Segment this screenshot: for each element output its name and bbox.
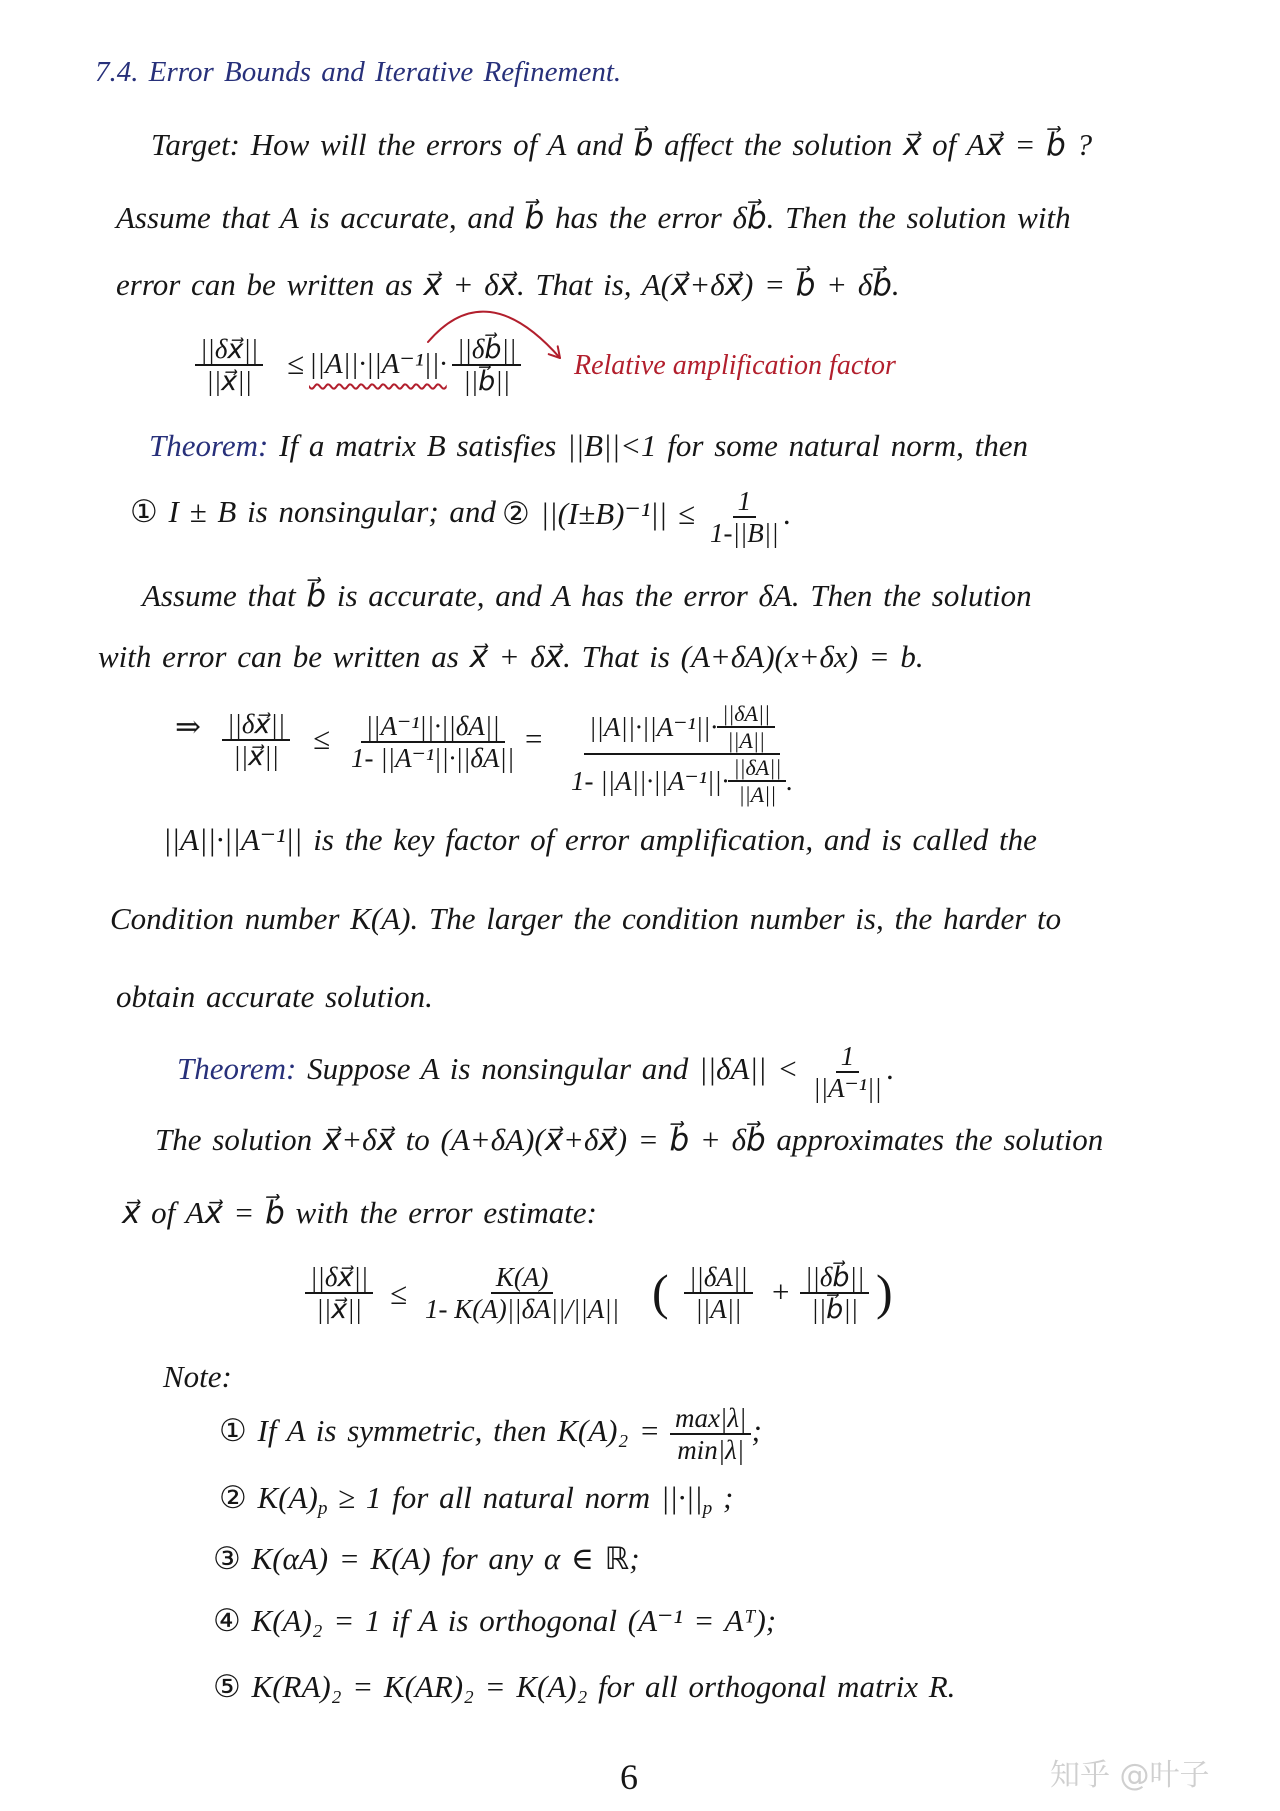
equals-sign: =	[523, 721, 544, 756]
lhs-numerator: ||δx⃗||	[195, 334, 263, 366]
note-item-4: ④ K(A)₂ = 1 if A is orthogonal (A⁻¹ = Aᵀ);	[213, 1603, 777, 1638]
rhs-denominator	[566, 755, 798, 807]
rhs-denominator-prefix: 1- ||A||·||A⁻¹||·	[571, 766, 729, 796]
section-title: 7.4. Error Bounds and Iterative Refinement.	[95, 56, 622, 88]
lhs-fraction	[305, 1262, 373, 1324]
rhs-fraction	[566, 701, 798, 807]
ratio-denominator: ||A||	[727, 728, 765, 753]
claim-2-bound-fraction	[705, 486, 784, 548]
rhs-denominator-ratio	[728, 755, 786, 807]
ratio-numerator: ||δA||	[717, 701, 775, 728]
lhs-fraction	[222, 709, 290, 771]
theorem-2-line-2: The solution x⃗+δx⃗ to (A+δA)(x⃗+δx⃗) = b⃗ + δb⃗ approximates the solution	[155, 1122, 1104, 1157]
formula-end: .	[786, 766, 794, 796]
note-item-2-end: ;	[712, 1480, 734, 1515]
theorem-1-claim-2	[502, 486, 791, 548]
implies-arrow: ⇒	[175, 709, 201, 744]
theorem-2-statement: Suppose A is nonsingular and ||δA|| <	[307, 1051, 799, 1087]
rhs-denominator: ||b⃗||	[463, 366, 511, 396]
theorem-1-statement: If a matrix B satisfies ||B||<1 for some natural norm, then	[279, 428, 1029, 463]
bound-denominator: ||A⁻¹||	[813, 1073, 882, 1103]
term-2-fraction	[800, 1262, 869, 1324]
subscript-p: p	[317, 1498, 328, 1520]
ratio-denominator: ||A||	[738, 782, 777, 807]
lhs-denominator: ||x⃗||	[316, 1294, 362, 1324]
condition-line-2: Condition number K(A). The larger the condition number is, the harder to	[110, 901, 1062, 936]
bound-numerator: 1	[836, 1041, 860, 1073]
theorem-1-claim-1: ① I ± B is nonsingular; and	[130, 494, 496, 529]
middle-numerator: ||A⁻¹||·||δA||	[361, 711, 505, 743]
rhs-numerator: ||δb⃗||	[452, 334, 521, 366]
condition-line-3: obtain accurate solution.	[116, 979, 433, 1014]
note-item-1-fraction	[670, 1403, 752, 1465]
watermark-handle: @叶子	[1119, 1758, 1210, 1793]
perturb-a-line-1: Assume that b⃗ is accurate, and A has the error δA. Then the solution	[142, 578, 1032, 613]
note-item-1	[219, 1403, 762, 1465]
less-equal-sign: ≤	[390, 1276, 408, 1311]
note-heading: Note:	[163, 1359, 232, 1394]
term-2-denominator: ||b⃗||	[811, 1294, 859, 1324]
theorem-2-end: .	[886, 1051, 895, 1087]
perturb-a-line-2: with error can be written as x⃗ + δx⃗. That is (A+δA)(x+δx) = b.	[98, 639, 924, 674]
open-parenthesis: (	[652, 1264, 669, 1320]
fraction-numerator: max|λ|	[670, 1403, 752, 1435]
coefficient-numerator: K(A)	[491, 1262, 553, 1294]
note-item-1-end: ;	[751, 1413, 762, 1449]
theorem-2-label: Theorem:	[177, 1051, 297, 1087]
theorem-2-bound-fraction	[808, 1041, 887, 1103]
middle-fraction	[346, 711, 519, 773]
watermark	[1050, 1756, 1210, 1796]
claim-2-text: ② ||(I±B)⁻¹|| ≤	[502, 496, 695, 532]
coefficient-denominator: 1- K(A)||δA||/||A||	[425, 1294, 620, 1324]
theorem-1	[149, 426, 1028, 466]
term-1-fraction	[684, 1262, 753, 1324]
theorem-2-line-3: x⃗ of Ax⃗ = b⃗ with the error estimate:	[122, 1195, 597, 1230]
lhs-fraction	[195, 334, 263, 396]
annotation-arrow-icon	[420, 300, 590, 380]
coefficient-fraction	[420, 1262, 624, 1324]
target-question: Target: How will the errors of A and b⃗ affect the solution x⃗ of Ax⃗ = b⃗ ?	[151, 127, 1093, 162]
intro-line-2: error can be written as x⃗ + δx⃗. That is, A(x⃗+δx⃗) = b⃗ + δb⃗.	[116, 267, 900, 302]
less-equal-sign: ≤	[287, 346, 305, 381]
bound-numerator: 1	[733, 486, 757, 518]
note-item-2-middle: ≥ 1 for all natural norm ||·||	[327, 1480, 703, 1515]
lhs-numerator: ||δx⃗||	[305, 1262, 373, 1294]
page-number: 6	[620, 1757, 638, 1797]
term-1-numerator: ||δA||	[684, 1262, 753, 1294]
watermark-logo: 知乎	[1050, 1758, 1110, 1793]
relative-amplification-annotation: Relative amplification factor	[574, 350, 896, 381]
note-item-1-text: ① If A is symmetric, then K(A)₂ =	[219, 1413, 660, 1449]
fraction-denominator: min|λ|	[677, 1435, 745, 1465]
intro-line-1: Assume that A is accurate, and b⃗ has the error δb⃗. Then the solution with	[116, 200, 1071, 235]
close-parenthesis: )	[876, 1264, 893, 1320]
note-item-2-start: ② K(A)	[219, 1480, 318, 1515]
lhs-denominator: ||x⃗||	[206, 366, 252, 396]
subscript-p: p	[702, 1498, 713, 1520]
term-2-numerator: ||δb⃗||	[800, 1262, 869, 1294]
ratio-numerator: ||δA||	[728, 755, 786, 782]
note-item-3: ③ K(αA) = K(A) for any α ∈ ℝ;	[213, 1541, 640, 1576]
bound-denominator: 1-||B||	[709, 518, 779, 548]
theorem-2	[177, 1041, 894, 1103]
middle-denominator: 1- ||A⁻¹||·||δA||	[351, 743, 515, 773]
rhs-numerator-prefix: ||A||·||A⁻¹||·	[588, 712, 718, 742]
rhs-numerator	[584, 701, 780, 755]
theorem-1-label: Theorem:	[149, 428, 269, 463]
amplification-factor: ||A||·||A⁻¹||·	[309, 348, 447, 380]
lhs-denominator: ||x⃗||	[233, 741, 279, 771]
condition-line-1: ||A||·||A⁻¹|| is the key factor of error amplification, and is called the	[163, 822, 1037, 857]
plus-sign: +	[770, 1274, 791, 1309]
note-item-5: ⑤ K(RA)₂ = K(AR)₂ = K(A)₂ for all orthogonal matrix R.	[213, 1669, 956, 1704]
less-equal-sign: ≤	[313, 721, 331, 756]
rhs-numerator-ratio	[717, 701, 775, 753]
claim-2-end: .	[783, 496, 792, 532]
lhs-numerator: ||δx⃗||	[222, 709, 290, 741]
term-1-denominator: ||A||	[695, 1294, 742, 1324]
note-item-2	[219, 1478, 733, 1518]
